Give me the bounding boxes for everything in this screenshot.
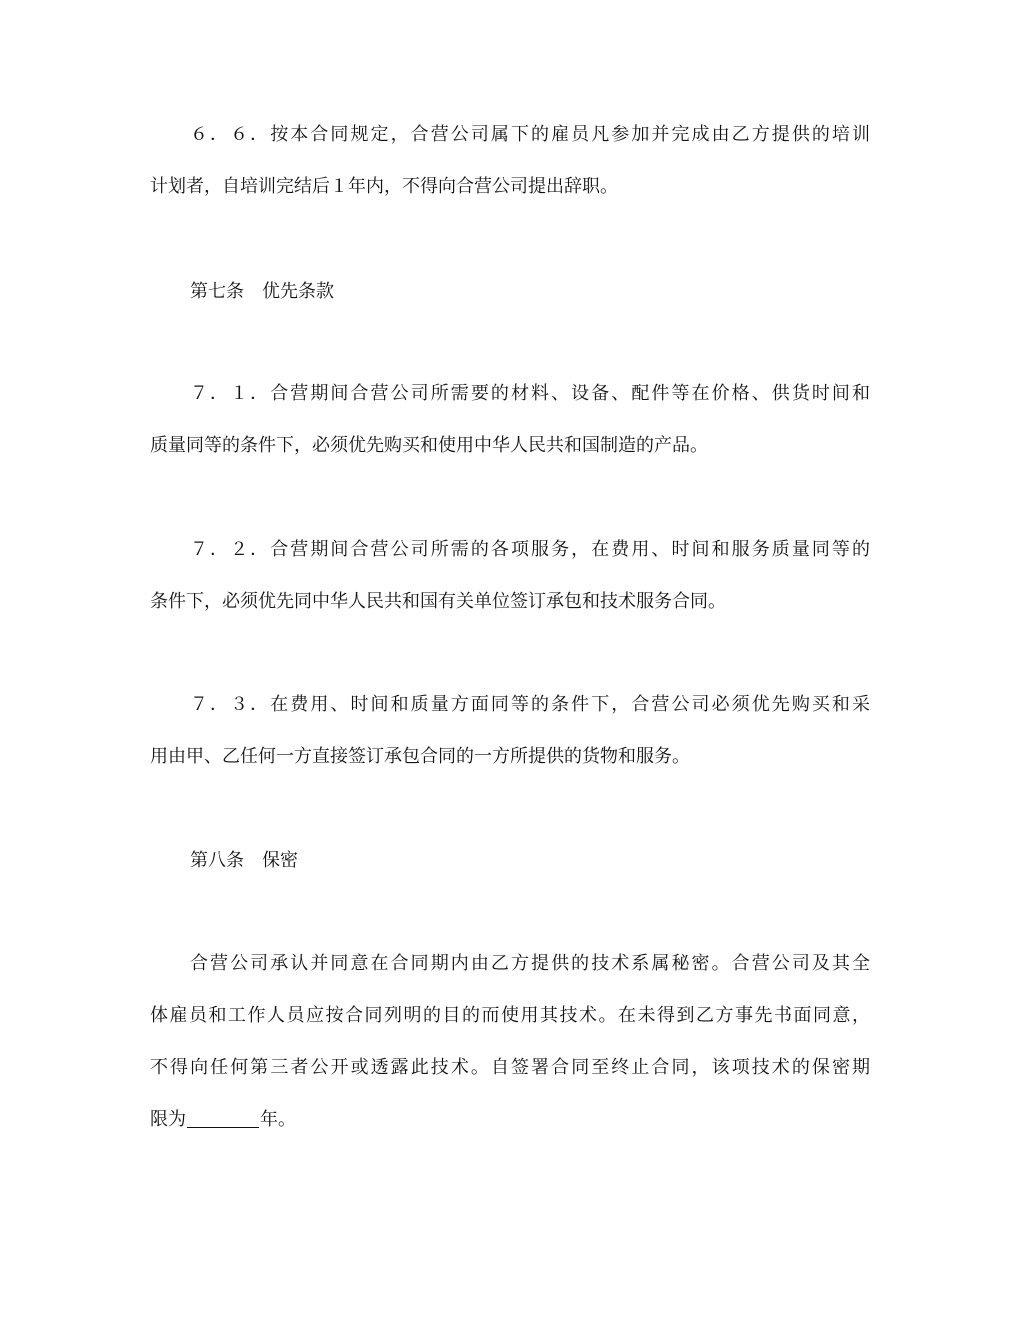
clause-6-6-line-1: ６．６．按本合同规定，合营公司属下的雇员凡参加并完成由乙方提供的培训 <box>190 124 870 145</box>
article-8-heading: 第八条 保密 <box>190 850 298 871</box>
term-years-blank <box>187 1107 259 1128</box>
clause-6-6-line-2: 计划者，自培训完结后１年内，不得向合营公司提出辞职。 <box>150 176 618 197</box>
confidentiality-line-4 <box>150 1107 870 1133</box>
clause-7-1-line-1: ７．１．合营期间合营公司所需要的材料、设备、配件等在价格、供货时间和 <box>190 383 870 404</box>
clause-7-2-line-2: 条件下，必须优先同中华人民共和国有关单位签订承包和技术服务合同。 <box>150 591 726 612</box>
clause-7-2-line-1: ７．２．合营期间合营公司所需的各项服务，在费用、时间和服务质量同等的 <box>190 539 870 560</box>
article-7-heading: 第七条 优先条款 <box>190 281 334 302</box>
clause-7-1-line-2: 质量同等的条件下，必须优先购买和使用中华人民共和国制造的产品。 <box>150 435 708 456</box>
clause-7-3-line-2: 用由甲、乙任何一方直接签订承包合同的一方所提供的货物和服务。 <box>150 746 690 767</box>
confidentiality-line-1: 合营公司承认并同意在合同期内由乙方提供的技术系属秘密。合营公司及其全 <box>190 953 870 974</box>
confidentiality-line-4-prefix: 限为 <box>150 1109 186 1130</box>
confidentiality-line-2: 体雇员和工作人员应按合同列明的目的而使用其技术。在未得到乙方事先书面同意， <box>150 1005 870 1026</box>
confidentiality-line-3: 不得向任何第三者公开或透露此技术。自签署合同至终止合同，该项技术的保密期 <box>150 1057 870 1078</box>
clause-7-3-line-1: ７．３．在费用、时间和质量方面同等的条件下，合营公司必须优先购买和采 <box>190 694 870 715</box>
confidentiality-line-4-suffix: 年。 <box>260 1109 296 1130</box>
